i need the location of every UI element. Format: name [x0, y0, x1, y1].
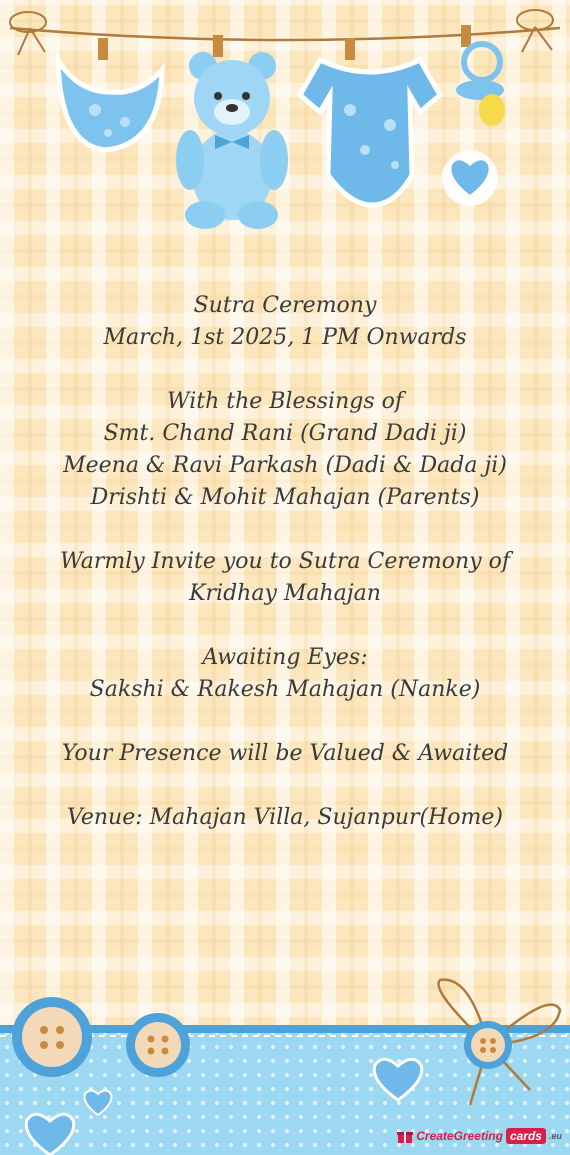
invitation-line: Venue: Mahajan Villa, Sujanpur(Home) [67, 805, 503, 830]
baby-onesie-icon [300, 38, 440, 205]
invitation-text [0, 290, 570, 834]
invitation-line: Kridhay Mahajan [189, 581, 381, 606]
pacifier-icon [456, 25, 505, 126]
brand-cards: cards [506, 1128, 546, 1144]
button-icon [464, 1021, 512, 1069]
invitation-line: March, 1st 2025, 1 PM Onwards [103, 325, 467, 350]
spacer [0, 514, 570, 546]
button-icon [126, 1013, 190, 1077]
baby-clothesline-illustration [0, 0, 570, 260]
spacer [0, 706, 570, 738]
invitation-line: Smt. Chand Rani (Grand Dadi ji) [103, 421, 467, 446]
invitation-line: Drishti & Mohit Mahajan (Parents) [90, 485, 480, 510]
spacer [0, 610, 570, 642]
spacer [0, 770, 570, 802]
brand-suffix: .eu [548, 1131, 562, 1141]
left-bow-icon [10, 12, 46, 55]
invitation-line: Your Presence will be Valued & Awaited [61, 741, 509, 766]
baby-bib-icon [58, 38, 162, 150]
invitation-line: Warmly Invite you to Sutra Ceremony of [60, 549, 510, 574]
invitation-line: Meena & Ravi Parkash (Dadi & Dada ji) [63, 453, 507, 478]
invitation-line: Sakshi & Rakesh Mahajan (Nanke) [89, 677, 481, 702]
brand-watermark [397, 1123, 562, 1149]
button-icon [12, 997, 92, 1077]
brand-name: CreateGreeting [416, 1129, 503, 1143]
invitation-line: Sutra Ceremony [193, 293, 377, 318]
teddy-bear-icon [176, 35, 288, 229]
gift-icon [397, 1128, 413, 1144]
invitation-line: With the Blessings of [166, 389, 404, 414]
spacer [0, 354, 570, 386]
heart-tag-icon [442, 150, 498, 206]
invitation-line: Awaiting Eyes: [202, 645, 368, 670]
